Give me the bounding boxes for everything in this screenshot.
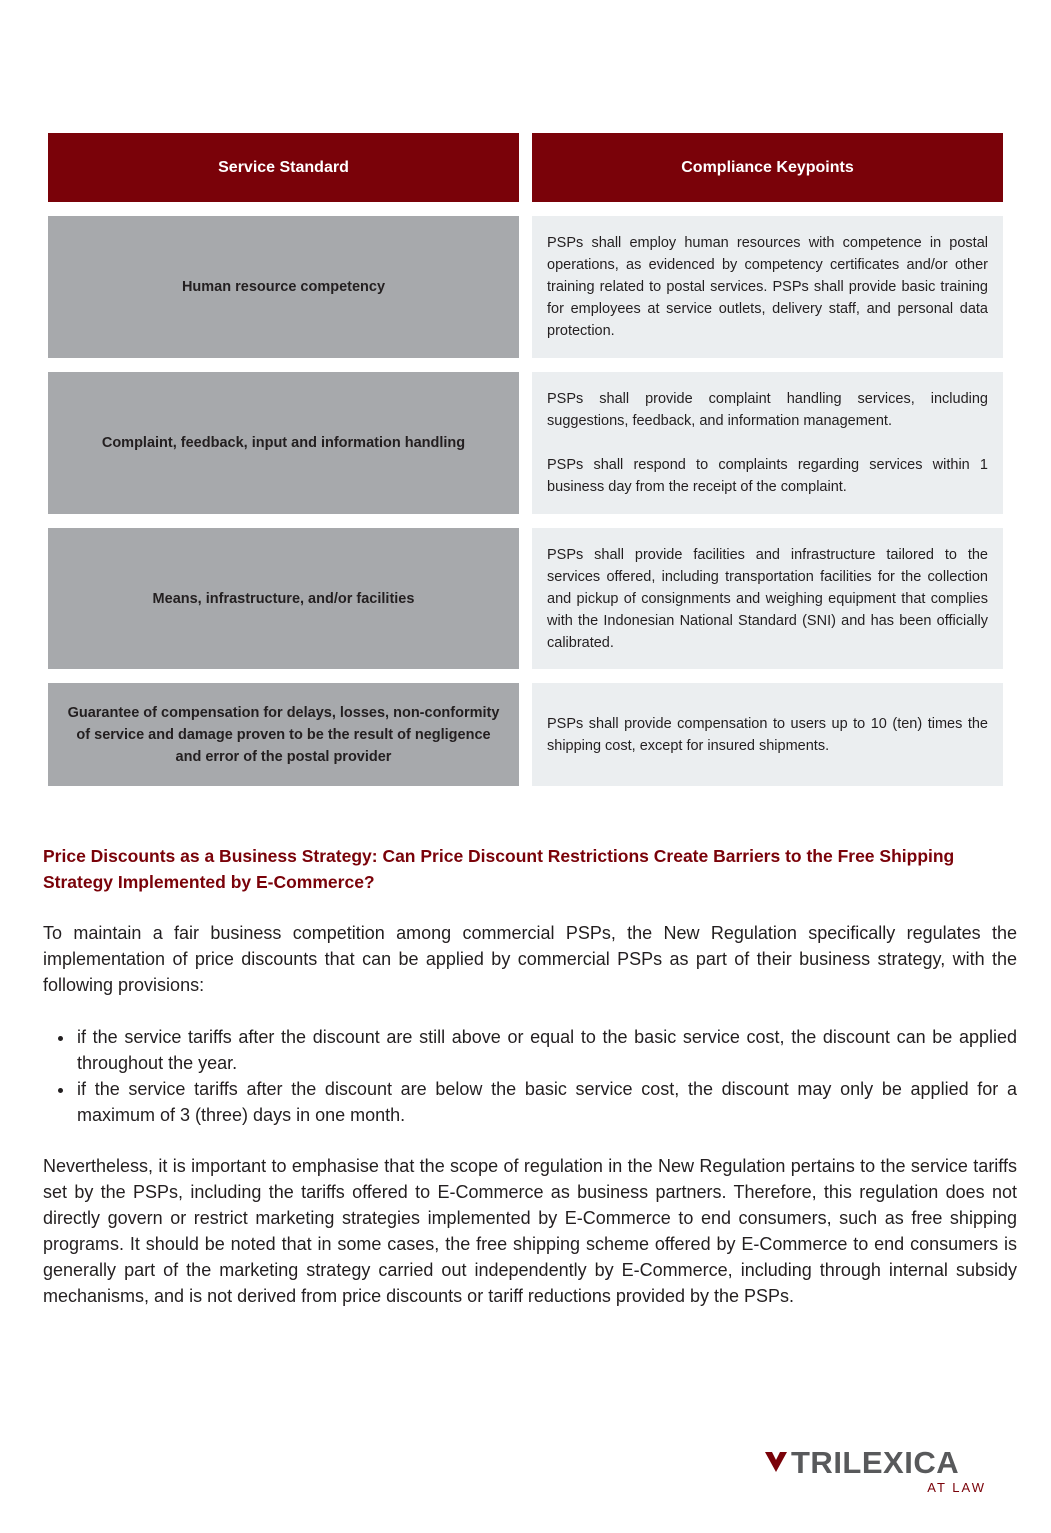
table-row — [48, 372, 1003, 514]
list-item — [43, 1024, 1017, 1076]
logo-chevron-icon — [765, 1452, 787, 1472]
compliance-keypoint-cell — [532, 528, 1003, 669]
keypoint-text: PSPs shall provide complaint handling services, including suggestions, feedback, and information management. — [547, 391, 988, 429]
provisions-list — [43, 1024, 1017, 1128]
service-standard-cell: Human resource competency — [48, 216, 519, 358]
service-standard-cell: Complaint, feedback, input and information handling — [48, 372, 519, 514]
closing-paragraph: Nevertheless, it is important to emphasise that the scope of regulation in the New Regulation pertains to the service tariffs set by the PSPs, including the tariffs offered to E-Commerce as business partners. Therefore, this regulation does not directly govern or restrict marketing strategies implemented by E-Commerce to end consumers, such as free shipping programs. It should be noted that in some cases, the free shipping scheme offered by E-Commerce to end consumers is generally part of the marketing strategy carried out independently by E-Commerce, including through internal subsidy mechanisms, and is not derived from price discounts or tariff reductions provided by the PSPs. — [43, 1156, 1017, 1306]
header-compliance-keypoints: Compliance Keypoints — [532, 133, 1003, 202]
bullet-icon — [58, 1036, 63, 1041]
list-item-text: if the service tariffs after the discount are still above or equal to the basic service cost, the discount can be applied throughout the year. — [77, 1027, 1017, 1073]
keypoint-text: PSPs shall provide compensation to users up to 10 (ten) times the shipping cost, except for insured shipments. — [547, 715, 988, 754]
table-row — [48, 683, 1003, 786]
compliance-keypoint-cell — [532, 372, 1003, 514]
header-service-standard: Service Standard — [48, 133, 519, 202]
table-row — [48, 216, 1003, 358]
table-row — [48, 528, 1003, 669]
trilexica-logo — [765, 1446, 990, 1496]
keypoint-text: PSPs shall provide facilities and infrastructure tailored to the services offered, including transportation facilities for the collection and pickup of consignments and weighing equipment that complies with the Indonesian National Standard (SNI) and has been officially calibrated. — [547, 546, 988, 651]
list-item-text: if the service tariffs after the discount are below the basic service cost, the discount may only be applied for a maximum of 3 (three) days in one month. — [77, 1079, 1017, 1125]
keypoint-text: PSPs shall employ human resources with competence in postal operations, as evidenced by competency certificates and/or other training related to postal services. PSPs shall provide basic training for employees at service outlets, delivery staff, and personal data protection. — [547, 235, 988, 339]
compliance-table — [48, 133, 1003, 800]
section-title: Price Discounts as a Business Strategy: Can Price Discount Restrictions Create Barriers to the Free Shipping Strategy Implemented by E-Commerce? — [43, 846, 955, 892]
service-standard-cell: Guarantee of compensation for delays, losses, non-conformity of service and damage proven to be the result of negligence and error of the postal provider — [48, 683, 519, 786]
keypoint-text: PSPs shall respond to complaints regarding services within 1 business day from the receipt of the complaint. — [547, 457, 988, 495]
compliance-keypoint-cell — [532, 216, 1003, 358]
logo-sub-text: AT LAW — [927, 1480, 986, 1495]
bullet-icon — [58, 1088, 63, 1093]
intro-paragraph: To maintain a fair business competition among commercial PSPs, the New Regulation specifically regulates the implementation of price discounts that can be applied by commercial PSPs as part of their business strategy, with the following provisions: — [43, 923, 1017, 995]
list-item — [43, 1076, 1017, 1128]
logo-brand-text: TRILEXICA — [791, 1445, 960, 1480]
table-header — [48, 133, 1003, 202]
compliance-keypoint-cell — [532, 683, 1003, 786]
service-standard-cell: Means, infrastructure, and/or facilities — [48, 528, 519, 669]
